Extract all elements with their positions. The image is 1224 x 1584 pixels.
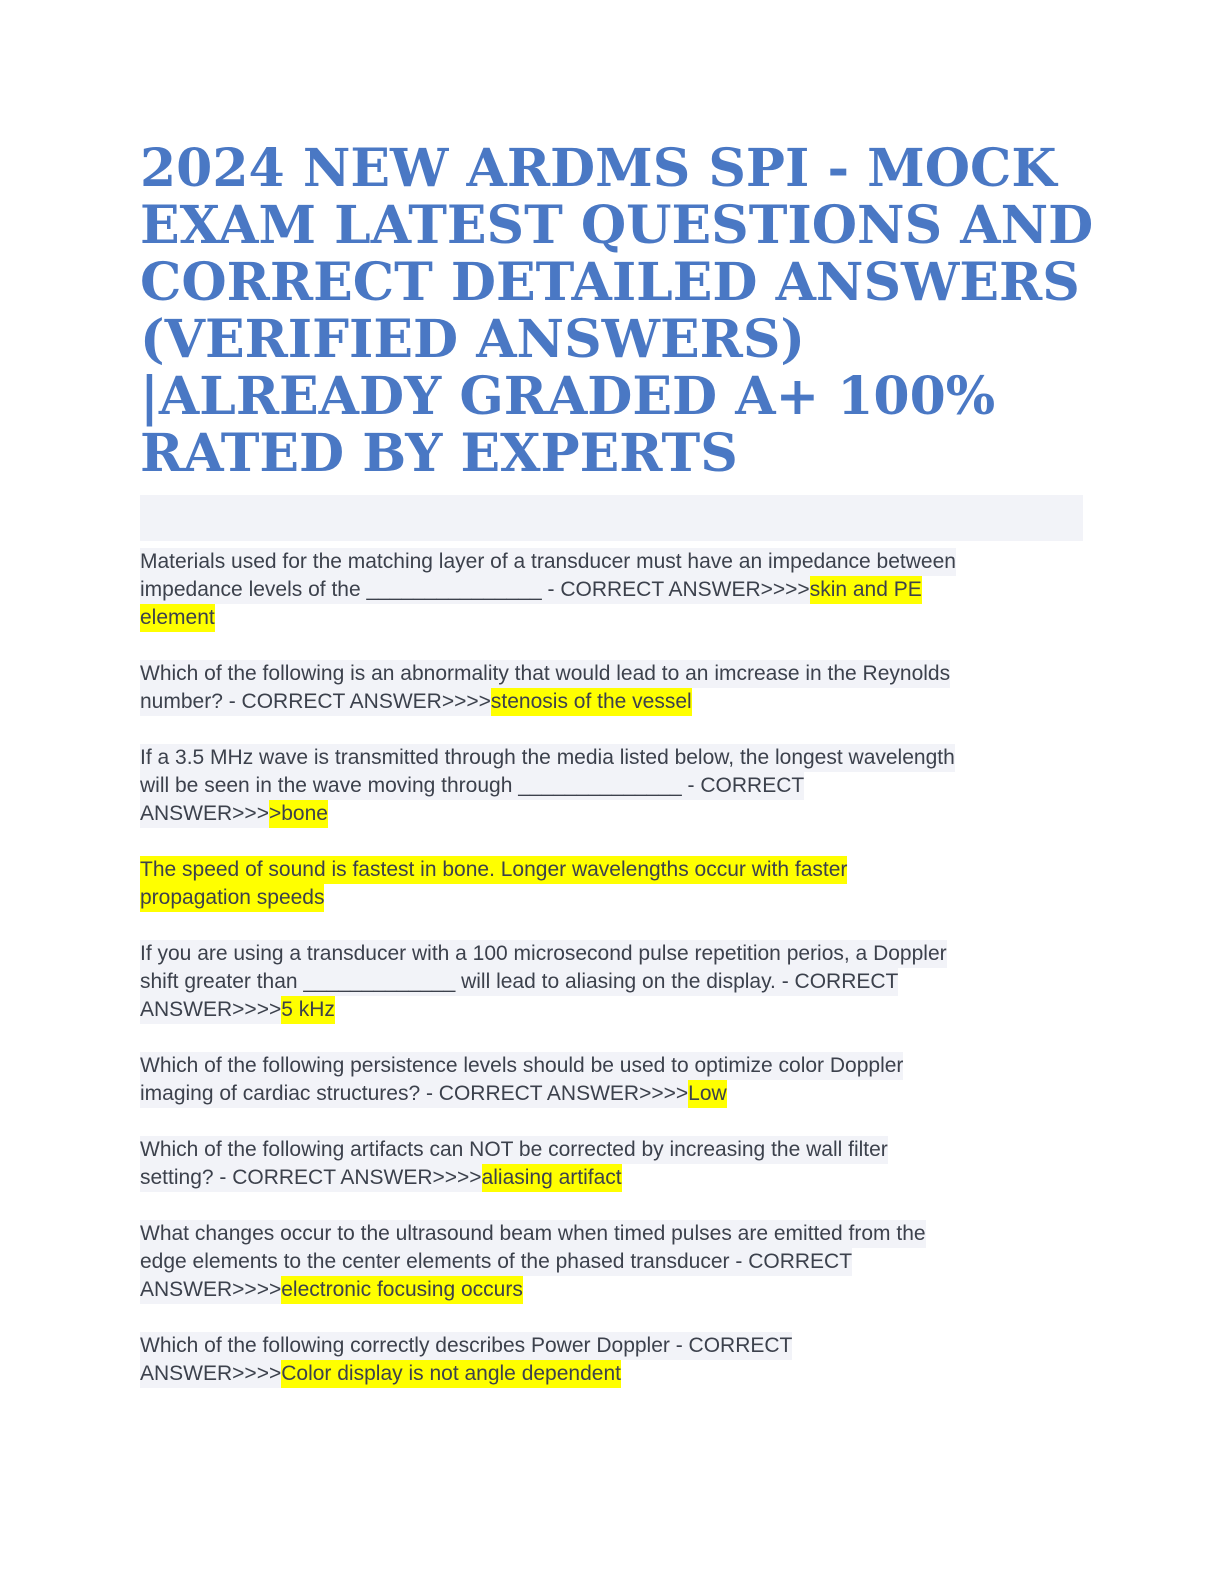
document-title-line: RATED BY EXPERTS [140, 423, 738, 484]
highlighted-answer-text: Low [688, 1080, 727, 1108]
highlighted-answer-text: >bone [269, 800, 328, 828]
text-line [140, 1080, 1085, 1108]
text-line [140, 548, 1085, 576]
question-text: imaging of cardiac structures? - CORRECT ANSWER>>>> [140, 1080, 688, 1108]
question-text: Which of the following artifacts can NOT be corrected by increasing the wall filter [140, 1136, 888, 1164]
highlighted-answer-text: 5 kHz [281, 996, 335, 1024]
highlighted-answer-text: The speed of sound is fastest in bone. Longer wavelengths occur with faster [140, 856, 847, 884]
text-line [140, 1220, 1085, 1248]
highlighted-answer-text: element [140, 604, 215, 632]
question-text: shift greater than _____________ will lead to aliasing on the display. - CORRECT [140, 968, 898, 996]
text-line [140, 576, 1085, 604]
question-text: impedance levels of the _______________ - CORRECT ANSWER>>>> [140, 576, 810, 604]
document-title-line: 2024 NEW ARDMS SPI - MOCK [140, 138, 1057, 199]
question-text: ANSWER>>>> [140, 1360, 281, 1388]
question-text: ANSWER>>> [140, 800, 269, 828]
text-line [140, 744, 1085, 772]
document-title-line: (VERIFIED ANSWERS) [140, 309, 806, 370]
highlighted-answer-text: Color display is not angle dependent [281, 1360, 621, 1388]
text-line [140, 996, 1085, 1024]
highlighted-answer-text: propagation speeds [140, 884, 324, 912]
highlighted-answer-text: stenosis of the vessel [491, 688, 692, 716]
qa-paragraph [140, 548, 1085, 632]
question-text: What changes occur to the ultrasound beam when timed pulses are emitted from the [140, 1220, 926, 1248]
question-text: Which of the following persistence levels should be used to optimize color Doppler [140, 1052, 903, 1080]
qa-paragraph [140, 660, 1085, 716]
qa-paragraphs [140, 548, 1085, 1388]
text-line [140, 1136, 1085, 1164]
text-line [140, 884, 1085, 912]
document-title [140, 138, 1094, 484]
question-text: number? - CORRECT ANSWER>>>> [140, 688, 491, 716]
document-title-line: CORRECT DETAILED ANSWERS [140, 252, 1080, 313]
qa-paragraph [140, 1136, 1085, 1192]
question-text: If you are using a transducer with a 100 microsecond pulse repetition perios, a Doppler [140, 940, 947, 968]
text-line [140, 604, 1085, 632]
text-line [140, 800, 1085, 828]
text-line [140, 1164, 1085, 1192]
text-line [140, 660, 1085, 688]
qa-paragraph [140, 940, 1085, 1024]
qa-paragraph [140, 856, 1085, 912]
qa-paragraph [140, 1052, 1085, 1108]
highlighted-answer-text: aliasing artifact [482, 1164, 622, 1192]
text-line [140, 772, 1085, 800]
question-text: will be seen in the wave moving through ______________ - CORRECT [140, 772, 804, 800]
empty-selection-block [140, 495, 1083, 541]
question-text: Which of the following correctly describes Power Doppler - CORRECT [140, 1332, 792, 1360]
qa-paragraph [140, 1220, 1085, 1304]
text-line [140, 1276, 1085, 1304]
text-line [140, 940, 1085, 968]
question-text: edge elements to the center elements of the phased transducer - CORRECT [140, 1248, 852, 1276]
document-title-line: |ALREADY GRADED A+ 100% [140, 366, 996, 427]
question-text: If a 3.5 MHz wave is transmitted through the media listed below, the longest wavelength [140, 744, 955, 772]
text-line [140, 856, 1085, 884]
question-text: setting? - CORRECT ANSWER>>>> [140, 1164, 482, 1192]
text-line [140, 1360, 1085, 1388]
text-line [140, 1052, 1085, 1080]
question-text: ANSWER>>>> [140, 1276, 281, 1304]
qa-paragraph [140, 1332, 1085, 1388]
question-text: Materials used for the matching layer of a transducer must have an impedance between [140, 548, 956, 576]
question-text: ANSWER>>>> [140, 996, 281, 1024]
document-title-line: EXAM LATEST QUESTIONS AND [140, 195, 1094, 256]
text-line [140, 1332, 1085, 1360]
text-line [140, 688, 1085, 716]
text-line [140, 968, 1085, 996]
highlighted-answer-text: skin and PE [810, 576, 922, 604]
qa-paragraph [140, 744, 1085, 828]
text-line [140, 1248, 1085, 1276]
question-text: Which of the following is an abnormality that would lead to an imcrease in the Reynolds [140, 660, 950, 688]
highlighted-answer-text: electronic focusing occurs [281, 1276, 523, 1304]
